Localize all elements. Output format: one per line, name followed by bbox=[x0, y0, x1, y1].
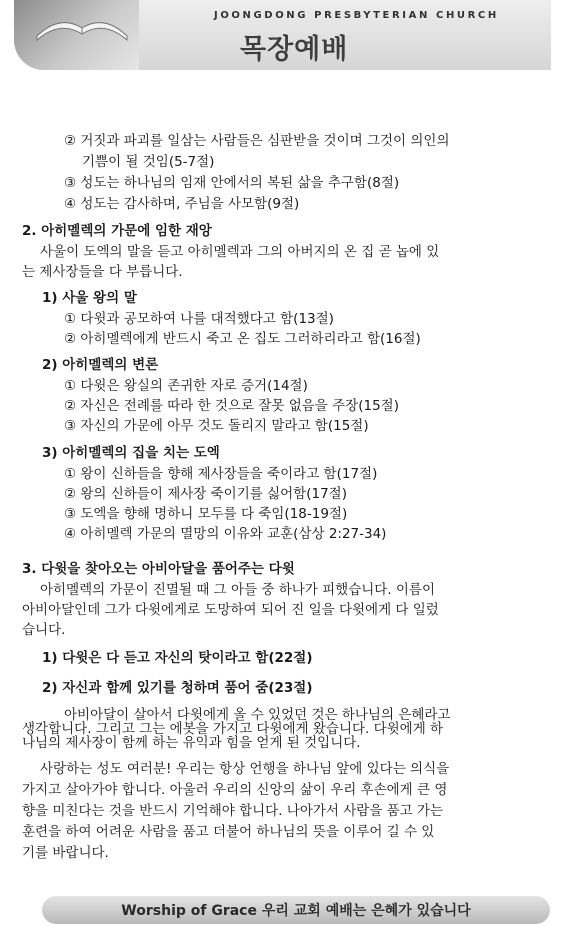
text-line: ③ 자신의 가문에 아무 것도 돌리지 말라고 함(15절) bbox=[64, 418, 369, 434]
text-line: ① 다윗은 왕실의 존귀한 자로 증거(14절) bbox=[64, 378, 308, 394]
service-title: 목장예배 bbox=[240, 34, 349, 65]
subsection-heading: 1) 다윗은 다 듣고 자신의 탓이라고 함(22절) bbox=[42, 650, 313, 666]
text-line: 기쁨이 될 것임(5-7절) bbox=[82, 154, 215, 170]
text-line: 아히멜렉의 가문이 진멸될 때 그 아들 중 하나가 피했습니다. 이름이 bbox=[40, 582, 436, 598]
text-line: 아비아달이 살아서 다윗에게 올 수 있었던 것은 하나님의 은혜라고 bbox=[64, 707, 451, 723]
text-line: 사울이 도엑의 말을 듣고 아히멜렉과 그의 아버지의 온 집 곧 놉에 있 bbox=[40, 244, 440, 260]
header-photo bbox=[14, 0, 139, 70]
subsection-heading: 2) 아히멜렉의 변론 bbox=[42, 357, 159, 373]
header-banner bbox=[14, 0, 551, 70]
text-line: ② 왕의 신하들이 제사장 죽이기를 싫어함(17절) bbox=[64, 486, 347, 502]
text-line: 사랑하는 성도 여러분! 우리는 항상 언행을 하나님 앞에 있다는 의식을 bbox=[40, 761, 450, 777]
text-line: 습니다. bbox=[22, 622, 66, 638]
subsection-heading: 3) 아히멜렉의 집을 치는 도엑 bbox=[42, 445, 220, 461]
open-book-icon bbox=[32, 6, 132, 46]
text-line: 는 제사장들을 다 부릅니다. bbox=[22, 264, 183, 280]
text-line: ④ 아히멜렉 가문의 멸망의 이유와 교훈(삼상 2:27-34) bbox=[64, 526, 387, 542]
text-line: ③ 도엑을 향해 명하니 모두를 다 죽임(18-19절) bbox=[64, 506, 348, 522]
section-heading: 2. 아히멜렉의 가문에 임한 재앙 bbox=[22, 223, 212, 239]
subsection-heading: 2) 자신과 함께 있기를 청하며 품어 줌(23절) bbox=[42, 680, 313, 696]
text-line: 향을 미친다는 것을 반드시 기억해야 합니다. 나아가서 사람을 품고 가는 bbox=[22, 803, 444, 819]
text-line: ② 거짓과 파괴를 일삼는 사람들은 심판받을 것이며 그것이 의인의 bbox=[64, 133, 450, 149]
footer-banner: Worship of Grace 우리 교회 예배는 은혜가 있습니다 bbox=[42, 896, 550, 924]
church-name: JOONGDONG PRESBYTERIAN CHURCH bbox=[214, 10, 499, 21]
text-line: 가지고 살아가야 합니다. 아울러 우리의 신앙의 삶이 우리 후손에게 큰 영 bbox=[22, 782, 448, 798]
text-line: 아비아달인데 그가 다윗에게로 도망하여 되어 진 일을 다윗에게 다 일렀 bbox=[22, 602, 439, 618]
text-line: ① 왕이 신하들을 향해 제사장들을 죽이라고 함(17절) bbox=[64, 466, 378, 482]
text-line: ② 아히멜렉에게 반드시 죽고 온 집도 그러하리라고 함(16절) bbox=[64, 331, 421, 347]
text-line: 훈련을 하여 어려운 사람을 품고 더불어 하나님의 뜻을 이루어 길 수 있 bbox=[22, 824, 435, 840]
text-line: 기를 바랍니다. bbox=[22, 845, 109, 861]
text-line: ② 자신은 전례를 따라 한 것으로 잘못 없음을 주장(15절) bbox=[64, 398, 399, 414]
section-heading: 3. 다윗을 찾아오는 아비아달을 품어주는 다윗 bbox=[22, 561, 295, 577]
text-line: ④ 성도는 감사하며, 주님을 사모함(9절) bbox=[64, 196, 300, 212]
text-line: 생각합니다. 그리고 그는 에봇을 가지고 다윗에게 왔습니다. 다윗에게 하 bbox=[22, 721, 444, 737]
text-line: ① 다윗과 공모하여 나를 대적했다고 함(13절) bbox=[64, 311, 334, 327]
text-line: ③ 성도는 하나님의 임재 안에서의 복된 삶을 추구함(8절) bbox=[64, 175, 400, 191]
subsection-heading: 1) 사울 왕의 말 bbox=[42, 290, 137, 306]
text-line: 나님의 제사장이 함께 하는 유익과 힘을 얻게 된 것입니다. bbox=[22, 735, 361, 751]
